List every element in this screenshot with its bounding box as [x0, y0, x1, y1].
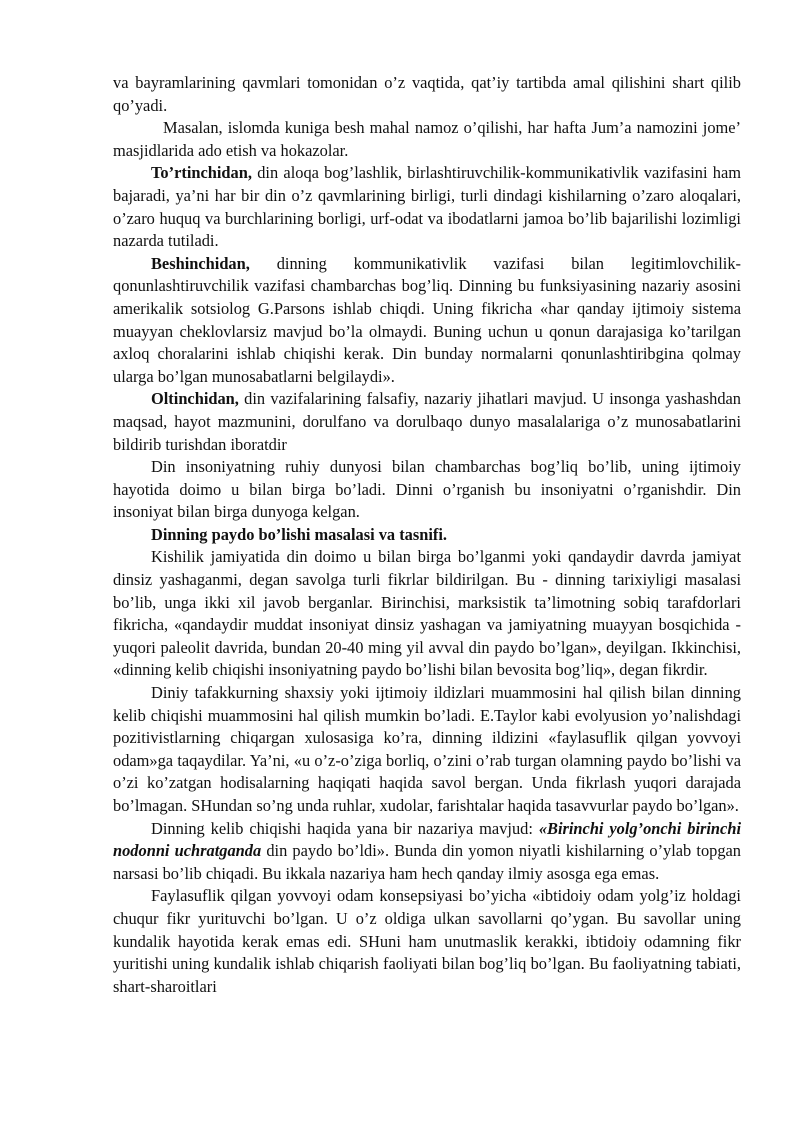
paragraph-10 — [113, 818, 741, 886]
text-run: Diniy tafakkurning shaxsiy yoki ijtimoiy ildizlari muammosini hal qilish bilan dinning kelib chiqishi muammosini hal qilish mumkin bo’ladi. E.Taylor kabi evolyusion yo’nalishdagi pozitivistlarning chiqargan xulosasiga ko’ra, dinning ildizini «faylasuflik qilgan yovvoyi odam»ga taqaydilar. Ya’ni, «u o’z-o’ziga borliq, o’zini o’rab turgan olamning paydo bo’lishi va o’zi ko’zatgan hodisalarning haqiqati haqida savol bergan. Unda fikrlash yuqori darajada bo’lmagan. SHundan so’ng unda ruhlar, xudolar, farishtalar haqida tasavvurlar paydo bo’lgan». — [113, 683, 741, 815]
text-run: Kishilik jamiyatida din doimo u bilan birga bo’lganmi yoki qandaydir davrda jamiyat dinsiz yashaganmi, degan savolga turli fikrlar bildirilgan. Bu - dinning tarixiyligi masalasi bo’lib, unga ikki xil javob berganlar. Birinchisi, marksistik ta’limotning sobiq tarafdorlari fikricha, «qandaydir muddat insoniyat dinsiz yashagan va jamiyatning muayyan bosqichida - yuqori paleolit davrida, bundan 20-40 ming yil avval din paydo bo’lgan», deyilgan. Ikkinchisi, «dinning kelib chiqishi insoniyatning paydo bo’lishi bilan bevosita bog’liq», degan fikrdir. — [113, 547, 741, 680]
paragraph-1 — [113, 72, 741, 117]
text-run: din vazifalarining falsafiy, nazariy jihatlari mavjud. U insonga yashashdan maqsad, hayot mazmunini, dorulfano va dorulbaqo dunyo masalalariga o’z munosabatlarini bildirib turishdan iboratdir — [113, 389, 741, 454]
paragraph-5 — [113, 388, 741, 456]
text-run: Faylasuflik qilgan yovvoyi odam konsepsiyasi bo’yicha «ibtidoiy odam yolg’iz holdagi chuqur fikr yurituvchi bo’lgan. U o’z oldiga ulkan savollarni qo’ygan. Bu savollar uning kundalik hayotida kerak emas edi. SHuni ham unutmaslik kerakki, ibtidoiy odamning fikr yuritishi uning kundalik ishlab chiqarish faoliyati bilan bog’liq bo’lgan. Bu faoliyatning tabiati, shart-sharoitlari — [113, 886, 741, 996]
paragraph-9 — [113, 682, 741, 818]
lead-term: Beshinchidan, — [151, 253, 250, 273]
paragraph-6 — [113, 456, 741, 524]
text-run: Din insoniyatning ruhiy dunyosi bilan chambarchas bog’liq bo’lib, uning ijtimoiy hayotida doimo u bilan birga bo’ladi. Dinni o’rganish bu insoniyatni o’rganishdir. Din insoniyat bilan birga dunyoga kelgan. — [113, 457, 741, 522]
section-heading — [113, 524, 741, 547]
text-run: din aloqa bog’lashlik, birlashtiruvchilik-kommunikativlik vazifasini ham bajaradi, ya’ni har bir din o’z qavmlarining birligi, turli dindagi kishilarning o’zaro aloqalari, o’zaro huquq va burchlarining borligi, urf-odat va ibodatlarni jamoa bo’lib bajarilishi lozimligi nazarda tutiladi. — [113, 163, 741, 251]
paragraph-8 — [113, 546, 741, 682]
paragraph-11 — [113, 885, 741, 998]
text-run: Dinning kelib chiqishi haqida yana bir nazariya mavjud: — [151, 818, 539, 838]
emphasized-quote: «Birinchi yolg’onchi birinchi nodonni uchratganda — [113, 818, 741, 861]
text-run: dinning kommunikativlik vazifasi bilan legitimlovchilik-qonunlashtiruvchilik vazifasi chambarchas bog’liq. Dinning bu funksiyasining nazariy asosini amerikalik sotsiolog G.Parsons ishlab chiqdi. Uning fikricha «har qanday ijtimoiy sistema muayyan cheklovlarsiz mavjud bo’la olmaydi. Buning uchun u qonun darajasiga ko’tarilgan axloq choralarini ishlab chiqishi kerak. Din bunday normalarni qonunlashtiribgina qolmay ularga bo’lgan munosabatlarni belgilaydi». — [113, 253, 741, 386]
lead-term: To’rtinchidan, — [151, 163, 252, 183]
text-run: Masalan, islomda kuniga besh mahal namoz o’qilishi, har hafta Jum’a namozini jome’ masjidlarida ado etish va hokazolar. — [113, 118, 741, 160]
document-page — [113, 72, 741, 998]
text-run: va bayramlarining qavmlari tomonidan o’z vaqtida, qat’iy tartibda amal qilishini shart qilib qo’yadi. — [113, 73, 741, 115]
paragraph-4 — [113, 253, 741, 389]
heading-text: Dinning paydo bo’lishi masalasi va tasnifi. — [151, 524, 448, 544]
text-run: din paydo bo’ldi». Bunda din yomon niyatli kishilarning o’ylab topgan narsasi bo’lib chiqadi. Bu ikkala nazariya ham hech qanday ilmiy asosga ega emas. — [113, 841, 741, 883]
paragraph-2 — [113, 117, 741, 162]
lead-term: Oltinchidan, — [151, 389, 239, 409]
paragraph-3 — [113, 162, 741, 252]
